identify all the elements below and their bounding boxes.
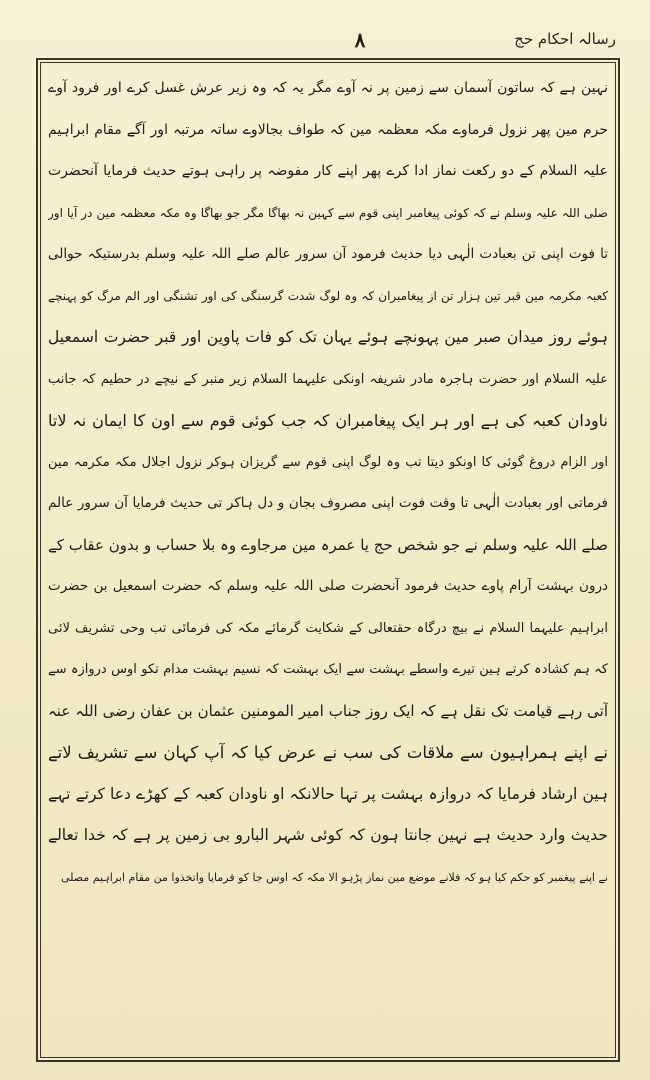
text-line: حرم مین پھر نزول فرماوے مکہ معظمہ مین کہ طواف بجالاوے ساتہ مرتبہ اور آگے مقام ابراہیم <box>48 121 608 138</box>
text-line: درون بہشت آرام پاوے حدیث فرمود آنحضرت صلی اللہ علیہ وسلم کہ حضرت اسمعیل بن حضرت <box>48 578 608 594</box>
text-line: ناودان کعبہ کی ہے اور ہر ایک پیغامبران کہ جب کوئی قوم سے اون کا ایمان نہ لاتا <box>48 411 608 430</box>
text-line: نہین ہے کہ ساتون آسمان سے زمین پر نہ آوے مگر یہ کہ وہ زیر عرش غسل کرے اور فرود آوے <box>48 80 608 96</box>
text-line: ہوئے روز میدان صبر مین پہونچے ہوئے یہان تک کو فات پاوین اور قبر حضرت اسمعیل <box>48 328 608 346</box>
text-line: صلی اللہ علیہ وسلم نے کہ کوئی پیغامبر اپنی قوم سے کہین نہ بھاگا مگر جو بھاگا وہ مکہ معظمہ مین در آیا اور <box>48 205 608 220</box>
page-header <box>30 26 620 56</box>
text-line: آتی رہے قیامت تک نقل ہے کہ ایک روز جناب امیر المومنین عثمان بن عفان رضی اللہ عنہ <box>48 701 608 720</box>
text-line: ہین ارشاد فرمایا کہ دروازہ بہشت پر تہا حالانکہ او ناودان کعبہ کے کھڑے دعا کرتے تہے <box>48 784 608 803</box>
text-line: نے اپنے پیغمبر کو حکم کیا ہو کہ فلانے موضع مین نماز پڑہو الا مکہ کہ اوس جا کو فرمایا واتخذوا من مقام ابراہیم مصلی <box>60 870 608 884</box>
text-line: تا فوت اپنی تن بعبادت الٰہی دیا حدیث فرمود آن سرور عالم صلے اللہ علیہ وسلم بدرستیکہ حوالی <box>48 246 608 262</box>
text-line: کہ ہم کشادہ کرتے ہین تیرے واسطے بہشت سے ایک بہشت کہ نسیم بہشت مدام تکو اوس دروازہ سے <box>48 662 608 677</box>
running-title: رسالہ احکام حج <box>514 30 616 48</box>
page-number: ۸ <box>354 28 366 52</box>
text-line: اور الزام دروغ گوئی کا اونکو دیتا تب وہ لوگ اپنی قوم سے گریزان ہوکر نزول اجلال مکہ مکرمہ مین <box>48 454 608 470</box>
text-line: علیہ السلام کے دو رکعت نماز ادا کرے پھر اپنے کار مفوضہ پر راہی ہوتے حدیث فرمایا آنحضرت <box>48 163 608 179</box>
text-line: صلے اللہ علیہ وسلم نے جو شخص حج یا عمرہ مین مرجاوے وہ بلا حساب و بدون عقاب کے <box>48 535 608 554</box>
text-line: نے اپنے ہمراہیون سے ملاقات کی سب نے عرض کیا کہ آپ کہان سے تشریف لاتے <box>48 743 608 762</box>
text-line: ابراہیم علیہما السلام نے بیچ درگاہ حقتعالی کے شکایت گرمائے مکہ کی فرمائی تب وحی تشریف لائی <box>48 620 608 636</box>
text-body <box>48 68 608 1058</box>
text-line: علیہ السلام اور حضرت ہاجرہ مادر شریفہ اونکی علیہما السلام زیر منبر کے نیچے در حطیم کہ جانب <box>48 371 608 387</box>
text-line: حدیث وارد حدیث ہے نہین جانتا ہون کہ کوئی شہر البارو بی زمین پر ہے کہ خدا تعالے <box>48 826 608 844</box>
text-line: فرماتی اور بعبادت الٰہی تا وقت فوت اپنی مصروف بجان و دل ہاکر تی حدیث فرمایا آن سرور عالم <box>48 495 608 511</box>
text-line: کعبہ مکرمہ مین قبر تین ہزار تن از پیغامبران کہ وہ لوگ شدت گرسنگی کی اور تشنگی اور الم مرگ کو پہنچے <box>48 288 608 303</box>
